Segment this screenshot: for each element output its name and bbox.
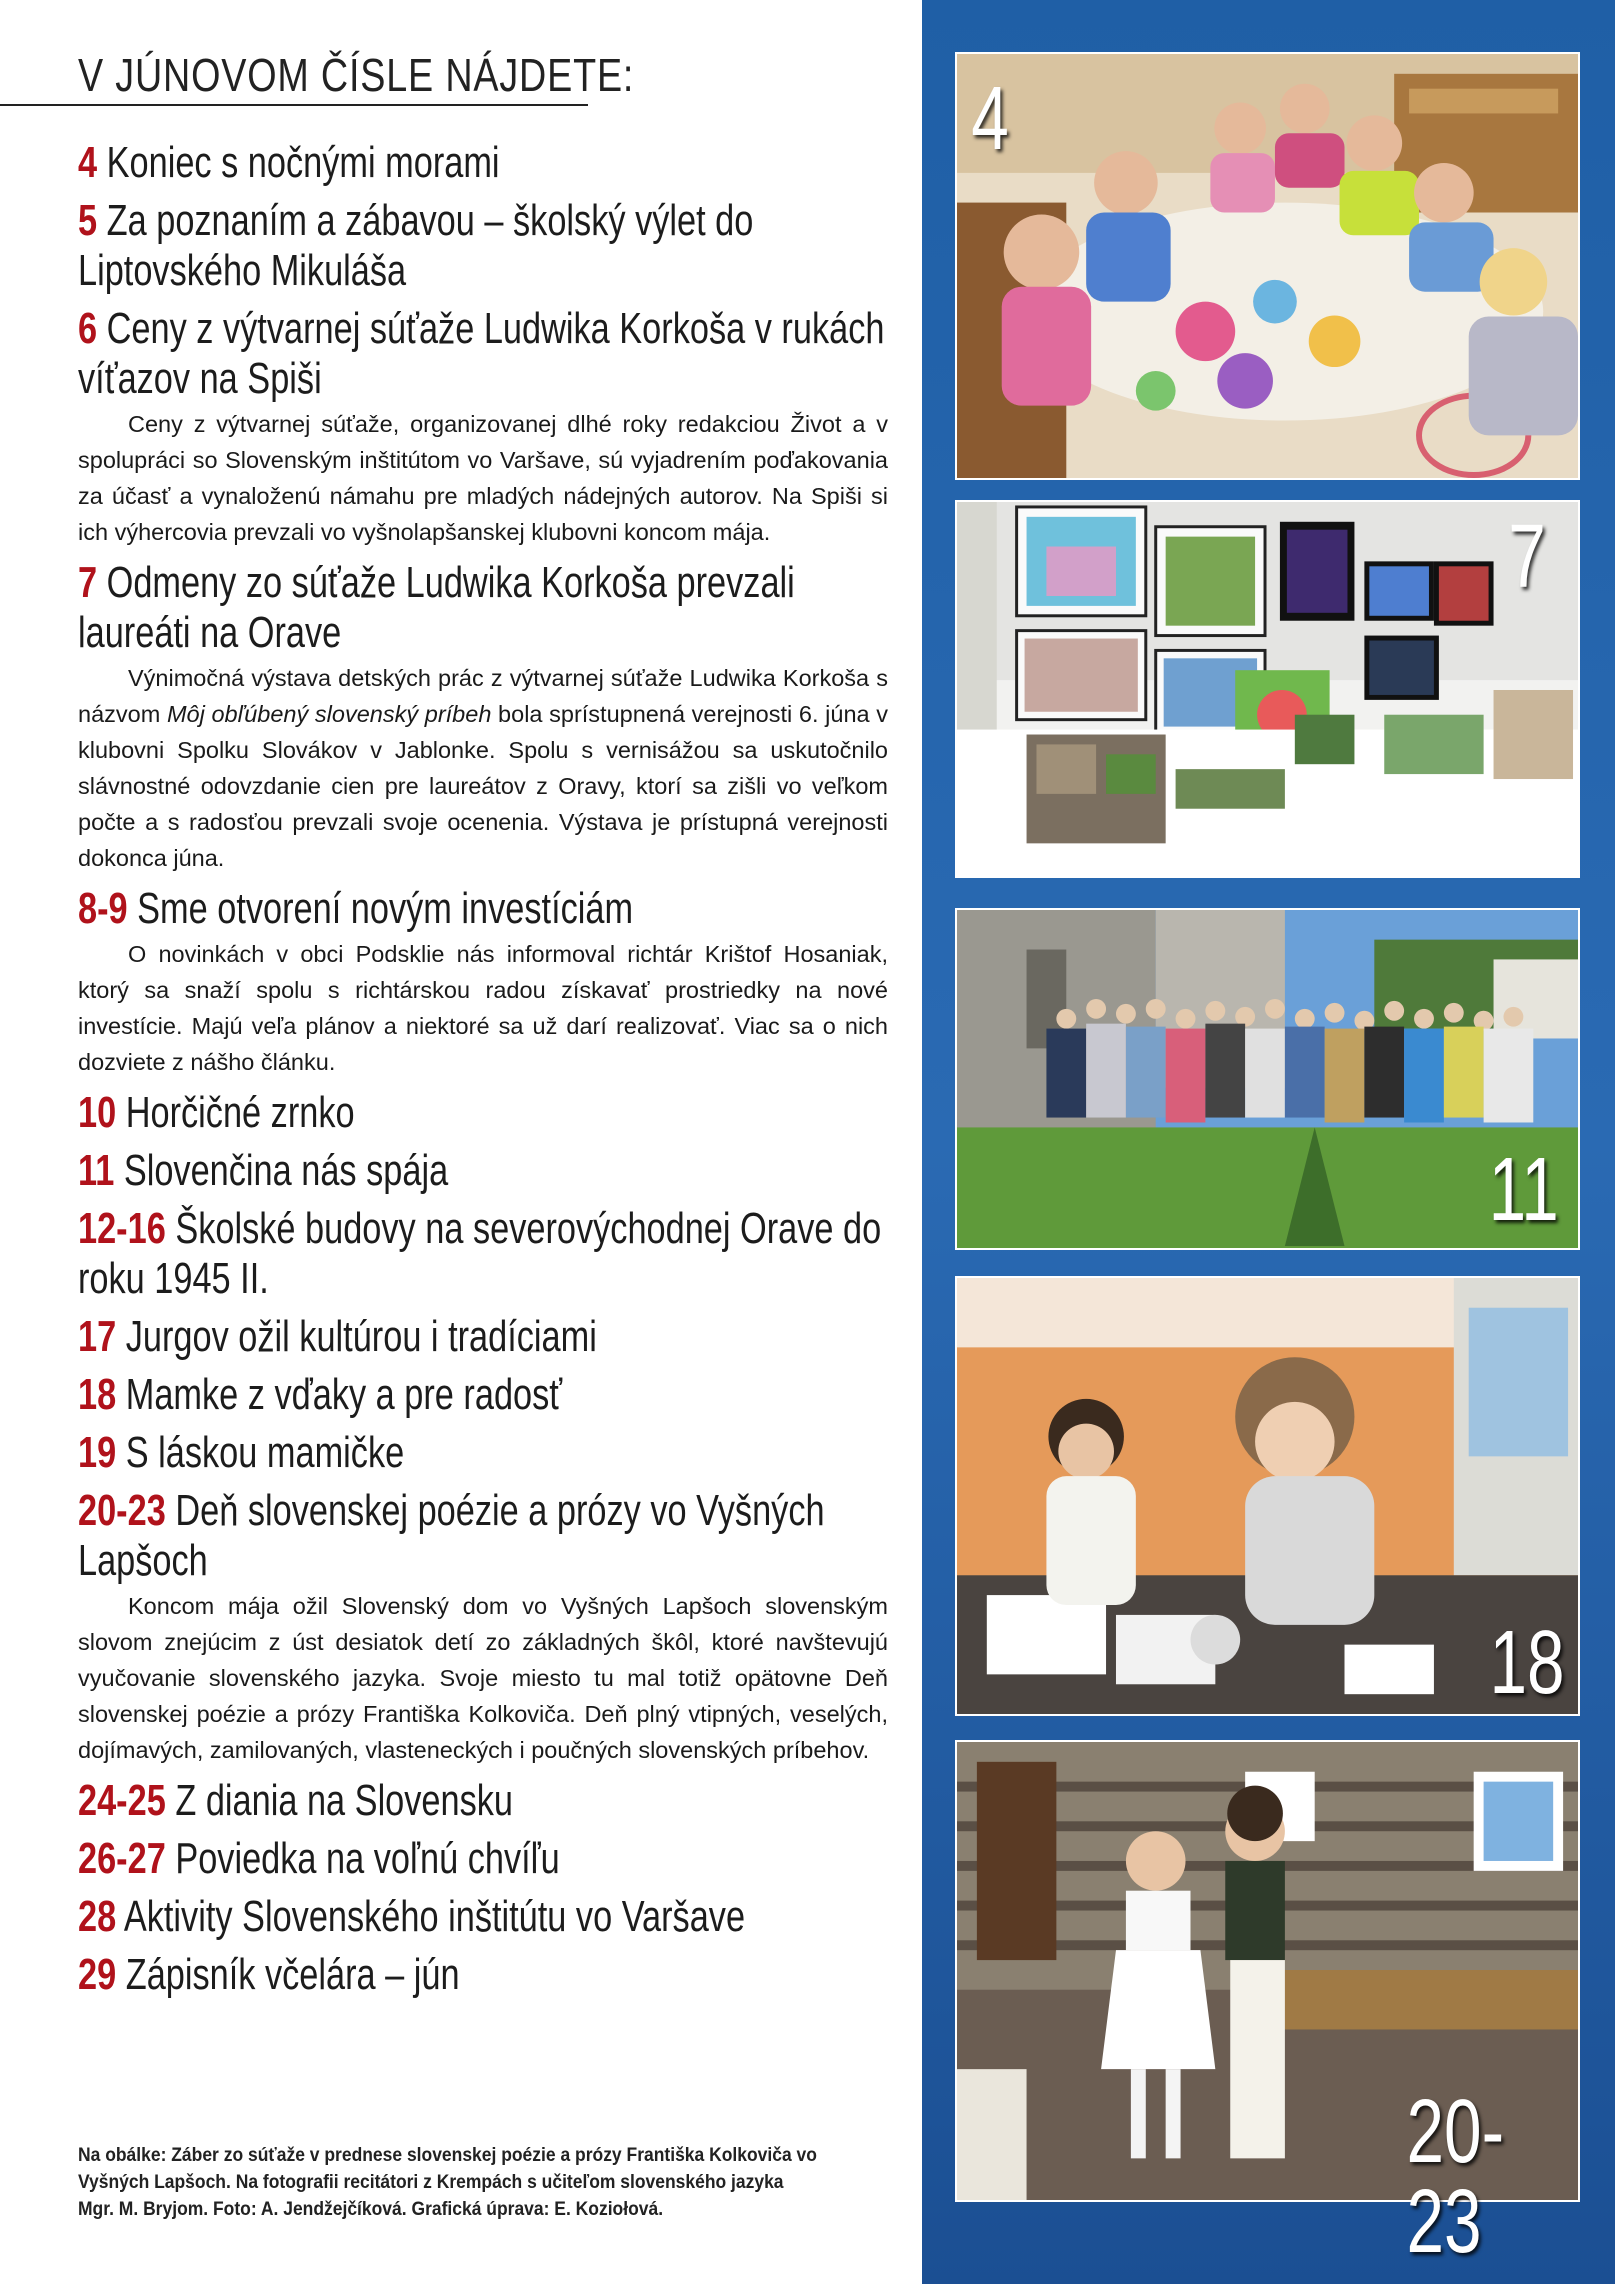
entry-title: Školské budovy na severovýchodnej Orave do roku 1945 II. xyxy=(78,1204,882,1303)
page-number-label: 7 xyxy=(1508,507,1546,607)
table-of-contents xyxy=(78,138,888,2008)
toc-entry[interactable] xyxy=(78,304,888,550)
entry-title: Mamke z vďaky a pre radosť xyxy=(125,1370,563,1419)
entry-title: Slovenčina nás spája xyxy=(123,1146,449,1195)
toc-entry[interactable] xyxy=(78,1146,888,1196)
page-number: 18 xyxy=(78,1370,117,1419)
heading-underline xyxy=(0,104,588,106)
page-number: 20-23 xyxy=(78,1486,166,1535)
photo-children-costume[interactable] xyxy=(955,1740,1580,2272)
cover-photo-credit: Na obálke: Záber zo súťaže v prednese slovenskej poézie a prózy Františka Kolkoviča vo Vyšných Lapšoch. Na fotografii recitátori z Krempách s učiteľom slovenského jazyka Mgr. M. Bryjom. Foto: A. Jendžejčíková. Grafická úprava: E. Koziołová. xyxy=(78,2145,817,2220)
page-number: 7 xyxy=(78,558,98,607)
entry-title: Horčičné zrnko xyxy=(125,1088,355,1137)
entry-title: Poviedka na voľnú chvíľu xyxy=(175,1834,560,1883)
page-number-label: 18 xyxy=(1489,1613,1565,1713)
entry-title: Sme otvorení novým investíciám xyxy=(137,884,634,933)
page-number: 11 xyxy=(78,1146,115,1195)
page-number: 8-9 xyxy=(78,884,128,933)
photo-children-crafts[interactable] xyxy=(955,52,1580,480)
page-number: 12-16 xyxy=(78,1204,166,1253)
entry-description: Koncom mája ožil Slovenský dom vo Vyšných Lapšoch slovenským slovom znejúcim z úst desiatok detí zo základných škôl, ktoré navštevujú vyučovanie slovenského jazyka. Svoje miesto tu mal totiž opätovne Deň slovenskej poézie a prózy Františka Kolkoviča. Deň plný vtipných, veselých, dojímavých, zamilovaných, vlasteneckých i poučných slovenských príbehov. xyxy=(78,1593,888,1763)
page-number: 24-25 xyxy=(78,1776,166,1825)
page-number: 10 xyxy=(78,1088,117,1137)
toc-entry[interactable] xyxy=(78,558,888,876)
page-number: 4 xyxy=(78,138,98,187)
toc-entry[interactable] xyxy=(78,1950,888,2000)
toc-entry[interactable] xyxy=(78,1428,888,1478)
entry-title: Deň slovenskej poézie a prózy vo Vyšných Lapšoch xyxy=(78,1486,825,1585)
entry-title: Jurgov ožil kultúrou i tradíciami xyxy=(125,1312,597,1361)
entry-title: Ceny z výtvarnej súťaže Ludwika Korkoša v rukách víťazov na Spiši xyxy=(78,304,885,403)
page-number: 6 xyxy=(78,304,98,353)
entry-description: O novinkách v obci Podsklie nás informoval richtár Krištof Hosaniak, ktorý sa snaží spolu s richtárskou radou získavať prostriedky na nové investície. Majú veľa plánov a niektoré sa už darí realizovať. Viac sa o nich dozviete z nášho článku. xyxy=(78,941,888,1075)
entry-title: Za poznaním a zábavou – školský výlet do Liptovského Mikuláša xyxy=(78,196,754,295)
photo-group-outdoors[interactable] xyxy=(955,908,1580,1250)
exhibition-title: Môj obľúbený slovenský príbeh xyxy=(166,701,492,727)
toc-entry[interactable] xyxy=(78,1312,888,1362)
page-number-label: 11 xyxy=(1488,1140,1559,1240)
toc-entry[interactable] xyxy=(78,884,888,1080)
entry-title: S láskou mamičke xyxy=(125,1428,405,1477)
toc-entry[interactable] xyxy=(78,1776,888,1826)
entry-title: Zápisník včelára – jún xyxy=(125,1950,460,1999)
entry-title: Aktivity Slovenského inštitútu vo Varšave xyxy=(123,1892,746,1941)
page-number: 26-27 xyxy=(78,1834,166,1883)
children-crafts-image xyxy=(957,54,1578,478)
toc-entry[interactable] xyxy=(78,1834,888,1884)
girls-crafting-image xyxy=(957,1278,1578,1714)
art-exhibition-image xyxy=(957,502,1578,876)
toc-entry[interactable] xyxy=(78,1486,888,1768)
toc-entry[interactable] xyxy=(78,1088,888,1138)
page-title: V JÚNOVOM ČÍSLE NÁJDETE: xyxy=(78,49,635,101)
page-number: 28 xyxy=(78,1892,117,1941)
entry-title: Koniec s nočnými morami xyxy=(106,138,500,187)
entry-description: Výnimočná výstava detských prác z výtvarnej súťaže Ludwika Korkoša s názvom Môj obľúbený slovenský príbeh bola sprístupnená verejnosti 6. júna v klubovni Spolku Slovákov v Jablonke. Spolu s vernisážou sa uskutočnilo slávnostné odovzdanie cien pre laureátov z Oravy, ktorí sa zišli vo veľkom počte a s radosťou prevzali svoje ocenenia. Výstava je prístupná verejnosti dokonca júna. xyxy=(78,665,888,871)
page-number: 17 xyxy=(78,1312,117,1361)
toc-entry[interactable] xyxy=(78,138,888,188)
toc-entry[interactable] xyxy=(78,1370,888,1420)
group-outdoors-image xyxy=(957,910,1578,1248)
page-number-label: 4 xyxy=(971,69,1009,169)
toc-entry[interactable] xyxy=(78,1892,888,1942)
photo-girls-crafting[interactable] xyxy=(955,1276,1580,1716)
page-number: 19 xyxy=(78,1428,117,1477)
entry-description: Ceny z výtvarnej súťaže, organizovanej dlhé roky redakciou Život a v spolupráci so Slovenským inštitútom vo Varšave, sú vyjadrením poďakovania za účasť a vynaloženú námahu pre mladých nádejných autorov. Na Spiši si ich výhercovia prevzali vo vyšnolapšanskej klubovni koncom mája. xyxy=(78,411,888,545)
entry-title: Z diania na Slovensku xyxy=(175,1776,514,1825)
page-number: 29 xyxy=(78,1950,117,1999)
page-number: 5 xyxy=(78,196,98,245)
photo-art-exhibition[interactable] xyxy=(955,500,1580,878)
entry-title: Odmeny zo súťaže Ludwika Korkoša prevzali laureáti na Orave xyxy=(78,558,795,657)
toc-entry[interactable] xyxy=(78,196,888,296)
toc-entry[interactable] xyxy=(78,1204,888,1304)
page-number-label: 20-23 xyxy=(1406,2082,1505,2272)
